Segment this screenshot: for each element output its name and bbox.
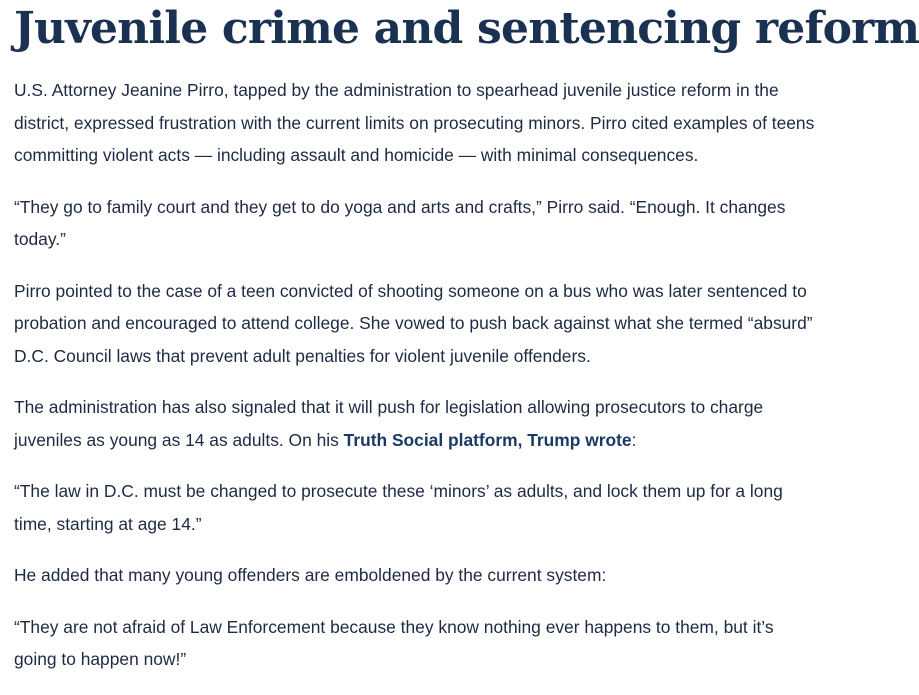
paragraph-emboldened: He added that many young offenders are emboldened by the current system: xyxy=(14,565,607,585)
paragraph-legislation-end: : xyxy=(631,429,637,450)
paragraph-legislation xyxy=(14,391,819,456)
paragraph-family-court-quote: “They go to family court and they get to do yoga and arts and crafts,” Pirro said. “Enough. It changes today.” xyxy=(14,196,786,249)
paragraph-bus-shooting-case: Pirro pointed to the case of a teen convicted of shooting someone on a bus who was later sentenced to probation and encouraged to attend college. She vowed to push back against what she termed “absurd” D.C. Council laws that prevent adult penalties for violent juvenile offenders. xyxy=(14,280,813,366)
paragraph-trump-quote: “The law in D.C. must be changed to prosecute these ‘minors’ as adults, and lock them up for a long time, starting at age 14.” xyxy=(14,481,783,534)
paragraph-pirro-frustration: U.S. Attorney Jeanine Pirro, tapped by the administration to spearhead juvenile justice reform in the district, expressed frustration with the current limits on prosecuting minors. Pirro cited examples of teens committing violent acts — including assault and homicide — with minimal consequences. xyxy=(14,80,815,165)
article xyxy=(14,0,919,695)
article-headline: Juvenile crime and sentencing reform xyxy=(14,3,919,54)
truth-social-link[interactable]: Truth Social platform, Trump wrote xyxy=(343,429,632,450)
article-body xyxy=(14,74,819,676)
paragraph-law-enforcement-quote: “They are not afraid of Law Enforcement because they know nothing ever happens to them, but it’s going to happen now!” xyxy=(14,616,774,669)
paragraph-legislation-text: The administration has also signaled that it will push for legislation allowing prosecutors to charge juveniles as young as 14 as adults. On his xyxy=(14,397,764,450)
